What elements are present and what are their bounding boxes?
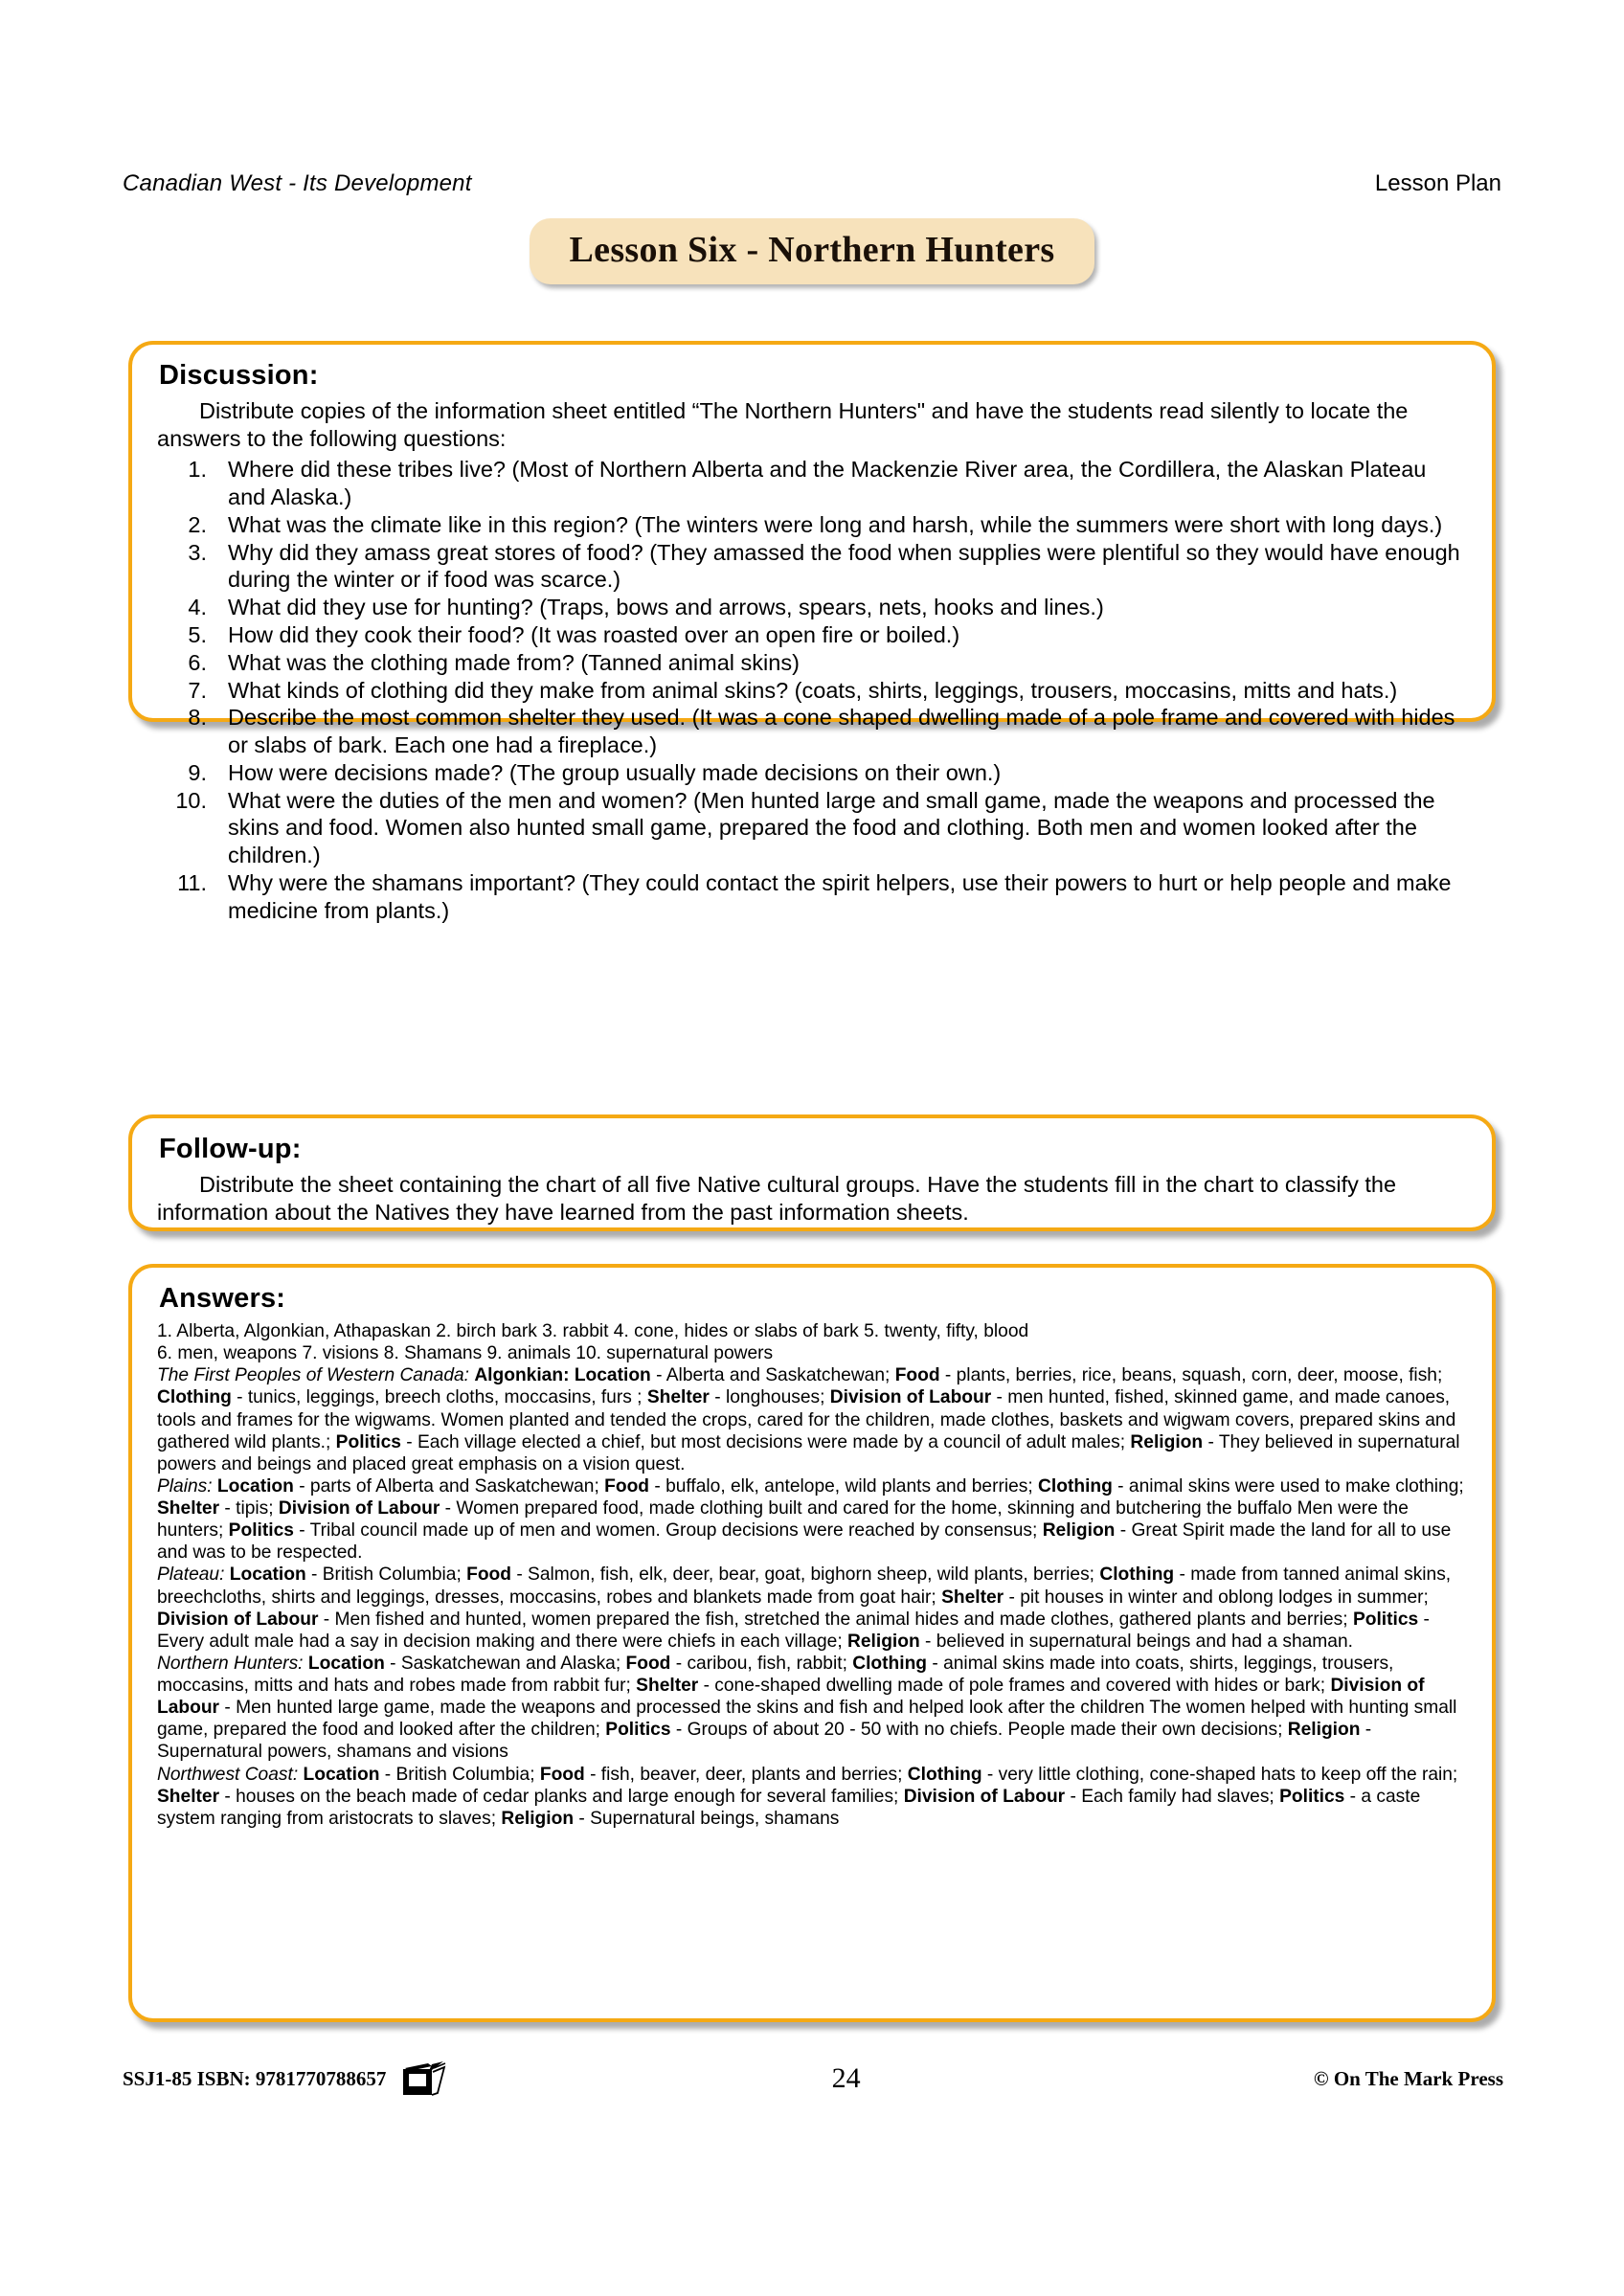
discussion-question bbox=[157, 594, 1467, 621]
answers-body bbox=[157, 1320, 1467, 1830]
answers-numbered-line-1: 1. Alberta, Algonkian, Athapaskan 2. birch bark 3. rabbit 4. cone, hides or slabs of bark 5. twenty, fifty, blood bbox=[157, 1321, 1029, 1341]
footer-copyright: © On The Mark Press bbox=[1313, 2066, 1503, 2090]
answers-group bbox=[157, 1475, 1467, 1564]
answers-group-name: Algonkian: bbox=[474, 1365, 570, 1386]
question-number: 10. bbox=[175, 787, 207, 813]
answers-group-list bbox=[157, 1364, 1467, 1830]
page-number: 24 bbox=[831, 2062, 861, 2094]
lesson-title: Lesson Six - Northern Hunters bbox=[569, 230, 1055, 270]
answers-group bbox=[157, 1653, 1467, 1764]
question-text: What were the duties of the men and women? (Men hunted large and small game, made the weapons and processed the skins and food. Women also hunted small game, prepared the food and clothing. Both men and women looked after the children.) bbox=[228, 787, 1435, 868]
answers-numbered-line-2: 6. men, weapons 7. visions 8. Shamans 9. animals 10. supernatural powers bbox=[157, 1343, 774, 1364]
lesson-title-banner bbox=[530, 218, 1095, 284]
question-text: Describe the most common shelter they used. (It was a cone shaped dwelling made of a pole frame and covered with hides or slabs of bark. Each one had a fireplace.) bbox=[228, 705, 1455, 758]
discussion-question-list bbox=[157, 456, 1467, 924]
answers-group-body: Location - Alberta and Saskatchewan; Food - plants, berries, rice, beans, squash, corn, deer, moose, fish; Clothing - tunics, leggings, breech cloths, moccasins, furs ; Shelter - longhouses; Division of Labour - men hunted, fished, skinned game, and made canoes, tools and frames for the wigwams. Women planted and tended the crops, cared for the children, made clothes, baskets and wigwam covers, prepared skins and gathered wild plants.; Politics - Each village elected a chief, but most decisions were made by a council of adult males; Religion - They believed in supernatural powers and beings and placed great emphasis on a vision quest. bbox=[157, 1365, 1460, 1474]
question-text: What was the clothing made from? (Tanned animal skins) bbox=[228, 649, 800, 675]
answers-group-label: Northwest Coast: bbox=[157, 1764, 304, 1785]
discussion-heading: Discussion: bbox=[159, 360, 319, 391]
answers-group-label: Northern Hunters: bbox=[157, 1653, 308, 1674]
answers-group-body: Location - British Columbia; Food - fish, beaver, deer, plants and berries; Clothing - very little clothing, cone-shaped hats to keep off the rain; Shelter - houses on the beach made of cedar planks and large enough for several families; Division of Labour - Each family had slaves; Politics - a caste system ranging from aristocrats to slaves; Religion - Supernatural beings, shamans bbox=[157, 1764, 1458, 1829]
answers-group-label: The First Peoples of Western Canada: bbox=[157, 1365, 475, 1386]
discussion-question bbox=[157, 869, 1467, 925]
answers-section bbox=[128, 1264, 1496, 2022]
discussion-question bbox=[157, 511, 1467, 539]
discussion-question bbox=[157, 621, 1467, 649]
question-number: 7. bbox=[188, 677, 207, 703]
discussion-question bbox=[157, 787, 1467, 869]
question-number: 6. bbox=[188, 649, 207, 675]
discussion-question bbox=[157, 456, 1467, 511]
question-number: 2. bbox=[188, 511, 207, 537]
discussion-intro: Distribute copies of the information sheet entitled “The Northern Hunters" and have the students read silently to locate the answers to the following questions: bbox=[157, 398, 1409, 451]
question-text: What did they use for hunting? (Traps, bows and arrows, spears, nets, hooks and lines.) bbox=[228, 595, 1104, 620]
question-number: 8. bbox=[188, 705, 207, 731]
answers-group bbox=[157, 1564, 1467, 1653]
answers-group bbox=[157, 1764, 1467, 1830]
page-header bbox=[123, 170, 1501, 197]
question-text: How were decisions made? (The group usually made decisions on their own.) bbox=[228, 759, 1002, 785]
answers-group-body: Location - British Columbia; Food - Salmon, fish, elk, deer, bear, goat, bighorn sheep, wild plants, berries; Clothing - made from tanned animal skins, breechcloths, shirts and leggings, dresses, moccasins, robes and blankets made from goat hair; Shelter - pit houses in winter and oblong lodges in summer; Division of Labour - Men fished and hunted, women prepared the fish, stretched the animal hides and made clothes, gathered plants and berries; Politics - Every adult male had a say in decision making and there were chiefs in each village; Religion - believed in supernatural beings and had a shaman. bbox=[157, 1564, 1452, 1652]
answers-group-label: Plateau: bbox=[157, 1564, 230, 1586]
question-text: What was the climate like in this region? (The winters were long and harsh, while the summers were short with long days.) bbox=[228, 511, 1443, 537]
footer-isbn: SSJ1-85 ISBN: 9781770788657 bbox=[123, 2066, 387, 2090]
question-number: 11. bbox=[177, 870, 207, 896]
question-number: 4. bbox=[188, 595, 207, 620]
discussion-question bbox=[157, 649, 1467, 677]
answers-heading: Answers: bbox=[159, 1283, 286, 1314]
page-footer bbox=[123, 2060, 1503, 2097]
followup-heading: Follow-up: bbox=[159, 1134, 302, 1164]
discussion-question bbox=[157, 704, 1467, 759]
question-number: 1. bbox=[188, 457, 207, 483]
answers-group bbox=[157, 1364, 1467, 1475]
discussion-section bbox=[128, 341, 1496, 923]
header-book-title: Canadian West - Its Development bbox=[123, 170, 472, 196]
followup-section bbox=[128, 1114, 1496, 1231]
header-section-label: Lesson Plan bbox=[1374, 170, 1501, 196]
question-text: How did they cook their food? (It was roasted over an open fire or boiled.) bbox=[228, 622, 960, 647]
question-text: Why were the shamans important? (They could contact the spirit helpers, use their powers to hurt or help people and make medicine from plants.) bbox=[228, 870, 1452, 923]
answers-group-body: Location - parts of Alberta and Saskatchewan; Food - buffalo, elk, antelope, wild plants and berries; Clothing - animal skins were used to make clothing; Shelter - tipis; Division of Labour - Women prepared food, made clothing built and cared for the home, skinning and butchering the buffalo Men were the hunters; Politics - Tribal council made up of men and women. Group decisions were reached by consensus; Religion - Great Spirit made the land for all to use and was to be respected. bbox=[157, 1475, 1464, 1564]
question-number: 9. bbox=[188, 759, 207, 785]
title-banner-container bbox=[0, 218, 1624, 284]
photocopy-book-icon bbox=[399, 2060, 455, 2097]
question-text: What kinds of clothing did they make from animal skins? (coats, shirts, leggings, trousers, moccasins, mitts and hats.) bbox=[228, 677, 1398, 703]
question-text: Where did these tribes live? (Most of Northern Alberta and the Mackenzie River area, the Cordillera, the Alaskan Plateau and Alaska.) bbox=[228, 457, 1427, 510]
answers-group-body: Location - Saskatchewan and Alaska; Food - caribou, fish, rabbit; Clothing - animal skins made into coats, shirts, leggings, trousers, moccasins, mitts and hats and robes made from rabbit fur; Shelter - cone-shaped dwelling made of pole frames and covered with hides or bark; Division of Labour - Men hunted large game, made the weapons and processed the skins and fish and helped look after the children The women helped with hunting small game, prepared the food and looked after the children; Politics - Groups of about 20 - 50 with no chiefs. People made their own decisions; Religion - Supernatural powers, shamans and visions bbox=[157, 1653, 1457, 1763]
discussion-question bbox=[157, 759, 1467, 787]
question-number: 3. bbox=[188, 539, 207, 565]
discussion-question bbox=[157, 539, 1467, 595]
question-number: 5. bbox=[188, 622, 207, 647]
followup-intro: Distribute the sheet containing the chart of all five Native cultural groups. Have the students fill in the chart to classify the information about the Natives they have learned from the past information sheets. bbox=[157, 1172, 1397, 1225]
answers-group-label: Plains: bbox=[157, 1475, 217, 1497]
question-text: Why did they amass great stores of food? (They amassed the food when supplies were plentiful so they would have enough during the winter or if food was scarce.) bbox=[228, 539, 1460, 593]
discussion-question bbox=[157, 677, 1467, 705]
